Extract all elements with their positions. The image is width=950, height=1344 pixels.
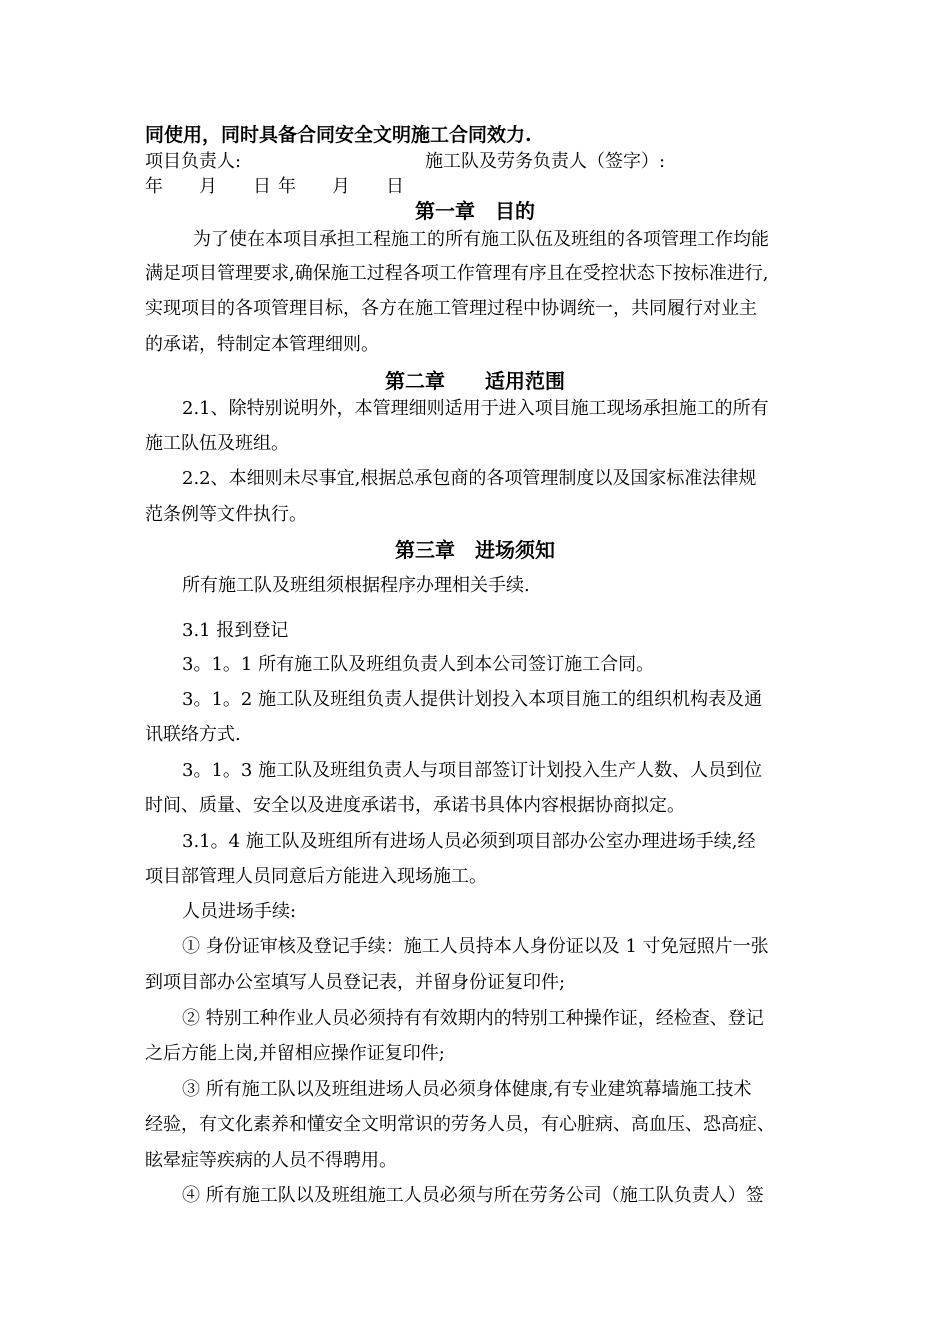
ch1-line: 满足项目管理要求,确保施工过程各项工作管理有序且在受控状态下按标准进行, bbox=[145, 263, 769, 284]
chapter-2-title: 第二章 适用范围 bbox=[385, 369, 565, 393]
chapter-1-title: 第一章 目的 bbox=[415, 199, 535, 223]
chapter-3-title: 第三章 进场须知 bbox=[395, 538, 555, 562]
ch3-line: 3.1。4 施工队及班组所有进场人员必须到项目部办公室办理进场手续,经 bbox=[182, 831, 756, 852]
ch3-line: 所有施工队及班组须根据程序办理相关手续. bbox=[182, 575, 530, 596]
ch3-line: 3。1。1 所有施工队及班组负责人到本公司签订施工合同。 bbox=[182, 654, 655, 675]
ch3-line: 人员进场手续: bbox=[182, 901, 297, 922]
ch3-line: ② 特别工种作业人员必须持有有效期内的特别工种操作证，经检查、登记 bbox=[182, 1008, 764, 1029]
ch3-line: 3.1 报到登记 bbox=[182, 620, 289, 641]
ch3-line: ① 身份证审核及登记手续：施工人员持本人身份证以及 1 寸免冠照片一张 bbox=[182, 936, 769, 957]
date-left: 年 月 日 bbox=[145, 176, 271, 197]
ch1-line: 的承诺，特制定本管理细则。 bbox=[145, 334, 379, 355]
project-manager-label: 项目负责人: bbox=[145, 151, 242, 172]
ch3-line: 时间、质量、安全以及进度承诺书，承诺书具体内容根据协商拟定。 bbox=[145, 795, 685, 816]
ch2-line: 范条例等文件执行。 bbox=[145, 504, 307, 525]
ch3-line: 经验，有文化素养和懂安全文明常识的劳务人员，有心脏病、高血压、恐高症、 bbox=[145, 1114, 775, 1135]
ch3-line: ④ 所有施工队以及班组施工人员必须与所在劳务公司（施工队负责人）签 bbox=[182, 1185, 764, 1206]
ch3-line: 讯联络方式. bbox=[145, 724, 241, 745]
header-continuation: 同使用，同时具备合同安全文明施工合同效力. bbox=[145, 124, 532, 146]
date-right: 年 月 日 bbox=[278, 176, 404, 197]
ch3-line: 到项目部办公室填写人员登记表，并留身份证复印件; bbox=[145, 972, 566, 993]
ch2-line: 2.2、本细则未尽事宜,根据总承包商的各项管理制度以及国家标准法律规 bbox=[182, 468, 757, 489]
ch3-line: 项目部管理人员同意后方能进入现场施工。 bbox=[145, 866, 487, 887]
ch2-line: 施工队伍及班组。 bbox=[145, 433, 289, 454]
ch2-line: 2.1、除特别说明外，本管理细则适用于进入项目施工现场承担施工的所有 bbox=[182, 398, 769, 419]
ch3-line: 3。1。2 施工队及班组负责人提供计划投入本项目施工的组织机构表及通 bbox=[182, 689, 763, 710]
ch3-line: 眩晕症等疾病的人员不得聘用。 bbox=[145, 1150, 397, 1171]
ch1-line: 实现项目的各项管理目标，各方在施工管理过程中协调统一，共同履行对业主 bbox=[145, 298, 757, 319]
ch3-line: 之后方能上岗,并留相应操作证复印件; bbox=[145, 1043, 445, 1064]
ch3-line: ③ 所有施工队以及班组进场人员必须身体健康,有专业建筑幕墙施工技术 bbox=[182, 1079, 752, 1100]
ch1-line: 为了使在本项目承担工程施工的所有施工队伍及班组的各项管理工作均能 bbox=[193, 229, 769, 250]
team-leader-signature-label: 施工队及劳务负责人（签字）: bbox=[425, 151, 666, 172]
ch3-line: 3。1。3 施工队及班组负责人与项目部签订计划投入生产人数、人员到位 bbox=[182, 760, 763, 781]
